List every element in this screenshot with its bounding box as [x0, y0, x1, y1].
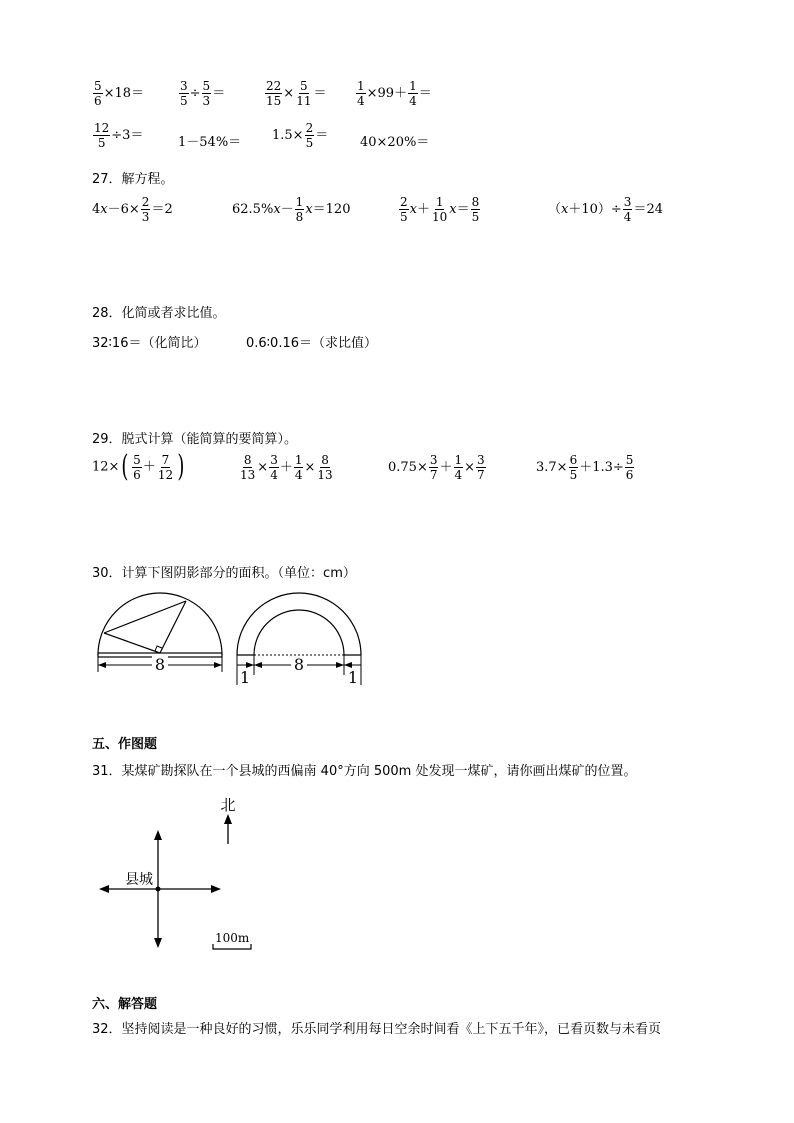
inner-arc [254, 610, 344, 655]
dim-arrow-left [98, 662, 106, 668]
section5-heading: 五、作图题 [92, 737, 158, 752]
calc-row2-expr3: 1.5× $\frac{2}{5}$ ＝ [272, 121, 329, 150]
dim-arrow-right [214, 662, 222, 668]
arrow-right [211, 885, 221, 893]
q29-expr4: 3.7× $\frac{6}{5}$ ＋1.3÷ $\frac{5}{6}$ [536, 453, 634, 482]
semicircle-triangle-figure [98, 593, 222, 674]
scale-label: 100m [215, 931, 250, 945]
q28-title: 28．化简或者求比值。 [92, 306, 226, 321]
fig2-label-right: 1 [347, 668, 359, 687]
calc-row2-expr1: $\frac{12}{5}$ ÷3＝ [94, 121, 144, 150]
county-label: 县城 [125, 872, 153, 888]
fig1-label: 8 [154, 655, 166, 674]
calc-row2-expr4: 40×20%＝ [360, 135, 430, 150]
county-point [156, 887, 161, 892]
triangle-side-c [104, 633, 160, 653]
outer-arc [237, 593, 361, 655]
calc-row1-expr2: $\frac{3}{5}$ ÷ $\frac{5}{3}$ ＝ [180, 79, 226, 108]
q28-item2: 0.6∶0.16＝（求比值） [246, 336, 378, 351]
ring-arrow-mid-left [254, 662, 262, 668]
arrow-left [99, 885, 109, 893]
fig2-label-mid: 8 [293, 655, 305, 674]
q29-expr3: 0.75× $\frac{3}{7}$ ＋ $\frac{1}{4}$ × $\frac{3}{7}$ [388, 453, 485, 482]
north-label: 北 [220, 796, 236, 814]
q27-title: 27．解方程。 [92, 172, 174, 187]
q30-figures [90, 590, 380, 690]
fig2-label-left: 1 [239, 668, 251, 687]
ring-figure [237, 593, 361, 687]
q29-expr2: $\frac{8}{13}$ × $\frac{3}{4}$ ＋ $\frac{1}{4}$ × $\frac{8}{13}$ [240, 453, 333, 482]
calc-row1-expr3: $\frac{22}{15}$ × $\frac{5}{11}$ ＝ [266, 79, 327, 108]
arrow-up [154, 830, 162, 840]
q30-title: 30．计算下图阴影部分的面积。（单位：cm） [92, 566, 356, 581]
triangle-side-b [160, 601, 186, 653]
calc-row1-expr4: $\frac{1}{4}$ ×99＋ $\frac{1}{4}$ ＝ [357, 79, 432, 108]
q28-item1: 32∶16＝（化简比） [92, 336, 207, 351]
section6-heading: 六、解答题 [92, 997, 158, 1012]
q27-eq2: 62.5%x－ $\frac{1}{8}$ x＝120 [232, 195, 351, 224]
q29-expr1: 12×( $\frac{5}{6}$ ＋ $\frac{7}{12}$ ) [92, 449, 185, 484]
ring-arrow-mid-right [336, 662, 344, 668]
q27-eq3: $\frac{2}{5}$ x＋ $\frac{1}{10}$ x＝ $\frac{8}{5}$ [400, 195, 480, 224]
q27-eq1: 4x－6× $\frac{2}{3}$ ＝2 [92, 195, 173, 224]
q32-title: 32．坚持阅读是一种良好的习惯，乐乐同学利用每日空余时间看《上下五千年》，已看页数与未看页 [92, 1022, 662, 1037]
q27-eq4: （x＋10）÷ $\frac{3}{4}$ ＝24 [548, 195, 663, 224]
triangle-side-a [104, 601, 186, 633]
q31-compass-figure [95, 792, 265, 962]
q29-title: 29．脱式计算（能简算的要简算）。 [92, 432, 298, 447]
calc-row2-expr2: 1－54%＝ [178, 135, 242, 150]
q31-title: 31．某煤矿勘探队在一个县城的西偏南 40°方向 500m 处发现一煤矿，请你画出煤矿的位置。 [92, 764, 637, 779]
calc-row1-expr1: $\frac{5}{6}$ ×18＝ [94, 79, 145, 108]
semicircle-arc [98, 593, 222, 655]
north-arrow-head [224, 814, 232, 824]
arrow-down [154, 938, 162, 948]
